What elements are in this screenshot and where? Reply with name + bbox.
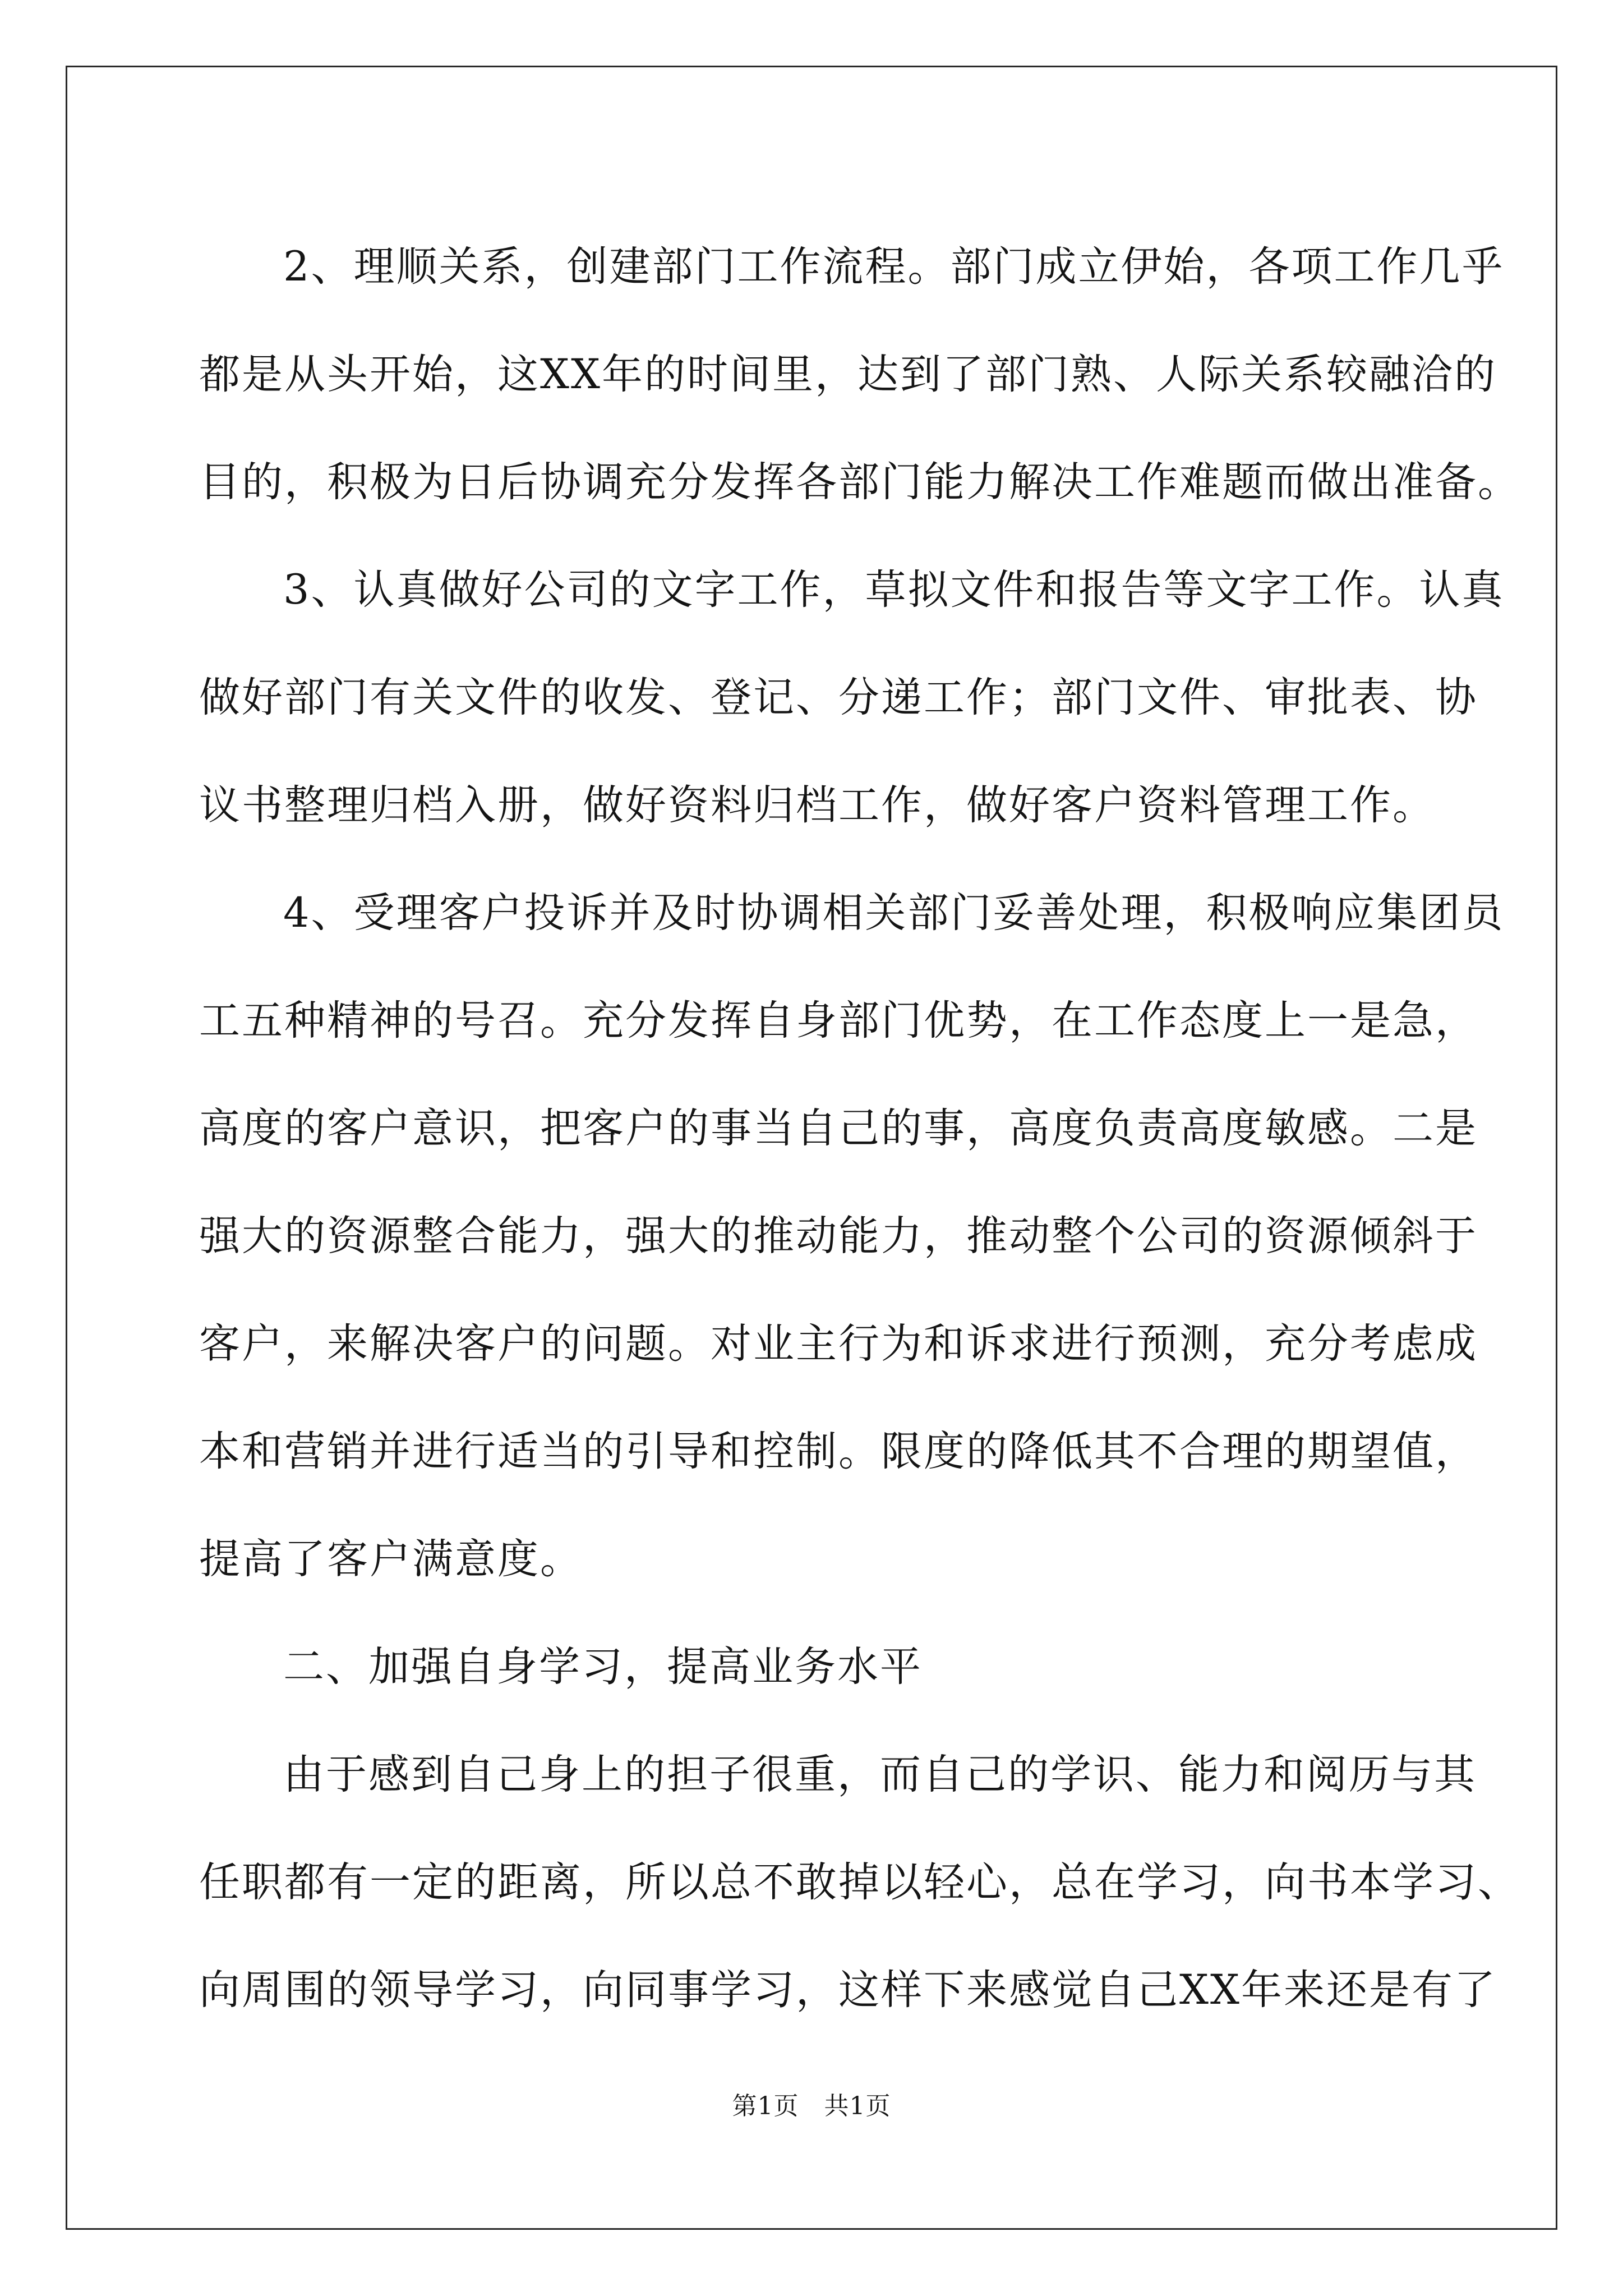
paragraph-2-line-2: 都是从头开始，这XX年的时间里，达到了部门熟、人际关系较融洽的 [199, 351, 1497, 398]
paragraph-5-line-1: 由于感到自己身上的担子很重，而自己的学识、能力和阅历与其 [283, 1751, 1477, 1798]
paragraph-4-line-2: 工五种精神的号召。充分发挥自身部门优势，在工作态度上一是急， [199, 997, 1478, 1045]
paragraph-4-line-3: 高度的客户意识，把客户的事当自己的事，高度负责高度敏感。二是 [199, 1105, 1478, 1152]
paragraph-4-line-4: 强大的资源整合能力，强大的推动能力，推动整个公司的资源倾斜于 [199, 1212, 1478, 1260]
paragraph-2-line-1: 2、理顺关系，创建部门工作流程。部门成立伊始，各项工作几乎 [283, 243, 1505, 291]
paragraph-5-line-3: 向周围的领导学习，向同事学习，这样下来感觉自己XX年来还是有了 [199, 1966, 1497, 2014]
paragraph-3-line-2: 做好部门有关文件的收发、登记、分递工作；部门文件、审批表、协 [199, 674, 1478, 721]
paragraph-4-line-6: 本和营销并进行适当的引导和控制。限度的降低其不合理的期望值， [199, 1428, 1478, 1475]
page-footer: 第1页 共1页 [732, 2092, 891, 2120]
paragraph-4-line-5: 客户，来解决客户的问题。对业主行为和诉求进行预测，充分考虑成 [199, 1320, 1478, 1368]
paragraph-4-line-7: 提高了客户满意度。 [199, 1535, 583, 1583]
paragraph-5-line-2: 任职都有一定的距离，所以总不敢掉以轻心，总在学习，向书本学习、 [199, 1858, 1520, 1906]
document-body [199, 213, 1520, 2044]
paragraph-4-line-1: 4、受理客户投诉并及时协调相关部门妥善处理，积极响应集团员 [283, 889, 1505, 937]
paragraph-3-line-1: 3、认真做好公司的文字工作，草拟文件和报告等文字工作。认真 [283, 566, 1505, 614]
paragraph-2-line-3: 目的，积极为日后协调充分发挥各部门能力解决工作难题而做出准备。 [199, 458, 1520, 506]
paragraph-3-line-3: 议书整理归档入册，做好资料归档工作，做好客户资料管理工作。 [199, 781, 1435, 829]
section-heading: 二、加强自身学习，提高业务水平 [283, 1643, 923, 1691]
